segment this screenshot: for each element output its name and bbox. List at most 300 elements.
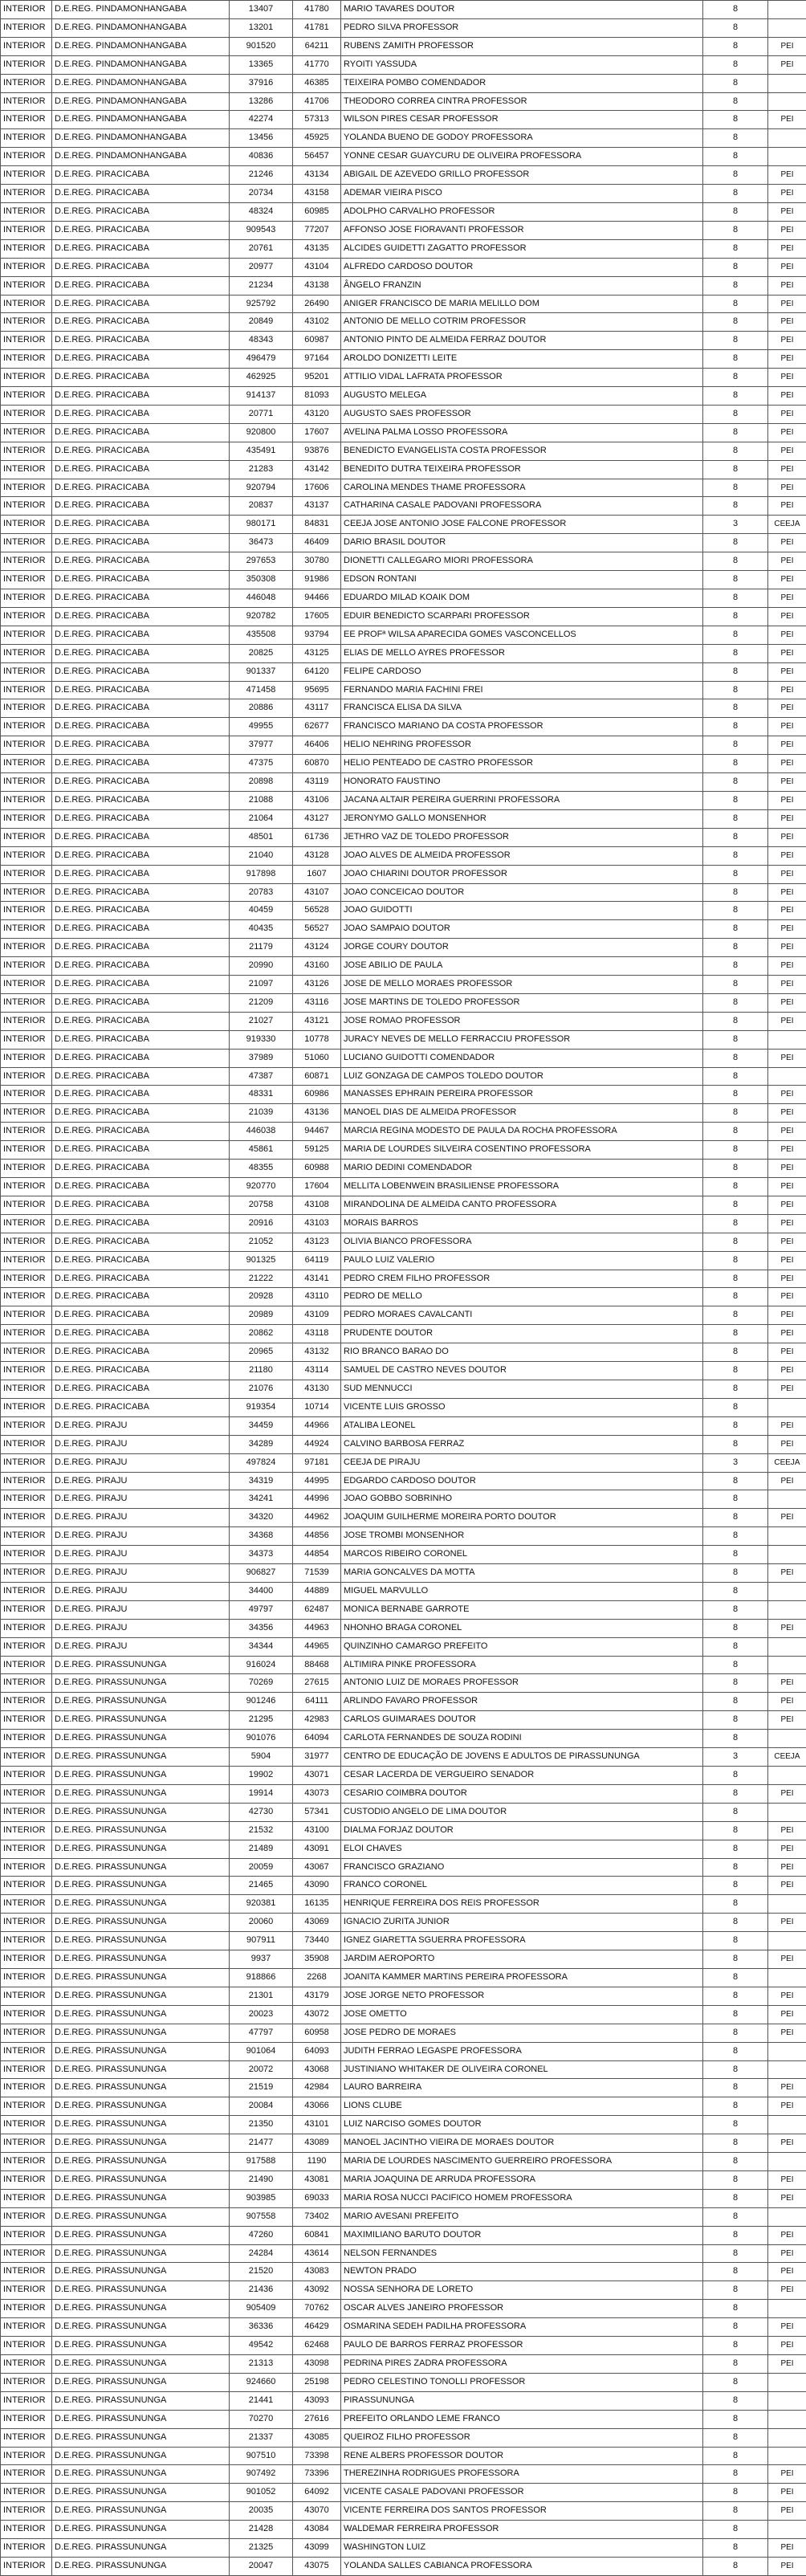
count-cell: 8 xyxy=(703,1435,768,1453)
code2-cell: 60958 xyxy=(293,2024,341,2042)
region-cell: INTERIOR xyxy=(1,1767,52,1785)
code-cell: 21520 xyxy=(230,2263,293,2281)
school-name-cell: AFFONSO JOSE FIORAVANTI PROFESSOR xyxy=(341,221,703,239)
region-cell: INTERIOR xyxy=(1,883,52,902)
code-cell: 21441 xyxy=(230,2391,293,2410)
code-cell: 5904 xyxy=(230,1748,293,1767)
program-cell: PEI xyxy=(768,2189,806,2207)
program-cell xyxy=(768,2428,806,2447)
directorate-cell: D.E.REG. PIRACICABA xyxy=(52,1214,230,1233)
program-cell: PEI xyxy=(768,1343,806,1362)
count-cell: 8 xyxy=(703,1619,768,1637)
code2-cell: 91986 xyxy=(293,571,341,589)
program-cell xyxy=(768,2410,806,2428)
region-cell: INTERIOR xyxy=(1,2355,52,2374)
code-cell: 20825 xyxy=(230,644,293,662)
region-cell: INTERIOR xyxy=(1,552,52,571)
table-row xyxy=(1,1564,806,1583)
code-cell: 48501 xyxy=(230,828,293,846)
count-cell: 8 xyxy=(703,2373,768,2391)
program-cell: PEI xyxy=(768,460,806,479)
region-cell: INTERIOR xyxy=(1,2170,52,2189)
program-cell: PEI xyxy=(768,571,806,589)
code-cell: 34320 xyxy=(230,1509,293,1527)
directorate-cell: D.E.REG. PIRACICABA xyxy=(52,828,230,846)
table-row xyxy=(1,1141,806,1160)
program-cell: PEI xyxy=(768,1509,806,1527)
region-cell: INTERIOR xyxy=(1,1343,52,1362)
code-cell: 21295 xyxy=(230,1711,293,1730)
code2-cell: 60985 xyxy=(293,202,341,221)
code-cell: 924660 xyxy=(230,2373,293,2391)
program-cell: PEI xyxy=(768,920,806,939)
code-cell: 916024 xyxy=(230,1656,293,1674)
code-cell: 20060 xyxy=(230,1914,293,1932)
region-cell: INTERIOR xyxy=(1,442,52,460)
directorate-cell: D.E.REG. PIRAJU xyxy=(52,1600,230,1619)
school-name-cell: ANTONIO DE MELLO COTRIM PROFESSOR xyxy=(341,313,703,332)
code2-cell: 44889 xyxy=(293,1582,341,1600)
table-row xyxy=(1,662,806,681)
code-cell: 435491 xyxy=(230,442,293,460)
code2-cell: 73440 xyxy=(293,1932,341,1950)
region-cell: INTERIOR xyxy=(1,1104,52,1123)
directorate-cell: D.E.REG. PIRAJU xyxy=(52,1564,230,1583)
code2-cell: 43083 xyxy=(293,2263,341,2281)
code-cell: 21040 xyxy=(230,846,293,865)
region-cell: INTERIOR xyxy=(1,2337,52,2355)
count-cell: 8 xyxy=(703,185,768,203)
school-name-cell: JORGE COURY DOUTOR xyxy=(341,939,703,957)
directorate-cell: D.E.REG. PIRASSUNUNGA xyxy=(52,2391,230,2410)
code2-cell: 43160 xyxy=(293,957,341,976)
program-cell: PEI xyxy=(768,1178,806,1196)
code2-cell: 43092 xyxy=(293,2281,341,2300)
program-cell: PEI xyxy=(768,1840,806,1858)
code-cell: 34400 xyxy=(230,1582,293,1600)
code2-cell: 43136 xyxy=(293,1104,341,1123)
code2-cell: 46385 xyxy=(293,74,341,92)
count-cell: 8 xyxy=(703,755,768,773)
program-cell: PEI xyxy=(768,865,806,883)
code-cell: 21532 xyxy=(230,1821,293,1840)
count-cell: 8 xyxy=(703,166,768,185)
region-cell: INTERIOR xyxy=(1,791,52,809)
directorate-cell: D.E.REG. PIRASSUNUNGA xyxy=(52,2410,230,2428)
school-name-cell: CUSTODIO ANGELO DE LIMA DOUTOR xyxy=(341,1803,703,1821)
count-cell: 8 xyxy=(703,1214,768,1233)
table-row xyxy=(1,1123,806,1141)
region-cell: INTERIOR xyxy=(1,387,52,406)
count-cell: 8 xyxy=(703,1914,768,1932)
school-name-cell: EDUIR BENEDICTO SCARPARI PROFESSOR xyxy=(341,607,703,626)
program-cell: PEI xyxy=(768,755,806,773)
directorate-cell: D.E.REG. PIRACICABA xyxy=(52,1067,230,1086)
directorate-cell: D.E.REG. PIRACICABA xyxy=(52,1196,230,1214)
code-cell: 920800 xyxy=(230,423,293,442)
count-cell: 8 xyxy=(703,2153,768,2171)
code-cell: 21039 xyxy=(230,1104,293,1123)
code-cell: 13407 xyxy=(230,1,293,19)
school-name-cell: ÂNGELO FRANZIN xyxy=(341,276,703,295)
school-name-cell: EDGARDO CARDOSO DOUTOR xyxy=(341,1472,703,1490)
region-cell: INTERIOR xyxy=(1,2373,52,2391)
region-cell: INTERIOR xyxy=(1,55,52,74)
code-cell: 21209 xyxy=(230,993,293,1012)
directorate-cell: D.E.REG. PIRACICABA xyxy=(52,387,230,406)
program-cell: PEI xyxy=(768,534,806,552)
school-name-cell: JUSTINIANO WHITAKER DE OLIVEIRA CORONEL xyxy=(341,2060,703,2079)
region-cell: INTERIOR xyxy=(1,2134,52,2153)
program-cell xyxy=(768,1527,806,1546)
school-name-cell: MARCOS RIBEIRO CORONEL xyxy=(341,1546,703,1564)
code-cell: 901325 xyxy=(230,1251,293,1270)
program-cell: PEI xyxy=(768,2502,806,2521)
program-cell xyxy=(768,1730,806,1748)
code2-cell: 64211 xyxy=(293,37,341,55)
code2-cell: 44995 xyxy=(293,1472,341,1490)
directorate-cell: D.E.REG. PIRACICABA xyxy=(52,1141,230,1160)
count-cell: 8 xyxy=(703,2557,768,2575)
count-cell: 8 xyxy=(703,460,768,479)
code-cell: 907911 xyxy=(230,1932,293,1950)
program-cell: PEI xyxy=(768,276,806,295)
count-cell: 8 xyxy=(703,1730,768,1748)
count-cell: 8 xyxy=(703,1049,768,1067)
school-name-cell: WILSON PIRES CESAR PROFESSOR xyxy=(341,111,703,129)
program-cell: PEI xyxy=(768,1362,806,1380)
region-cell: INTERIOR xyxy=(1,2391,52,2410)
program-cell: PEI xyxy=(768,828,806,846)
table-row xyxy=(1,2024,806,2042)
program-cell: PEI xyxy=(768,479,806,497)
table-row xyxy=(1,111,806,129)
table-row xyxy=(1,1730,806,1748)
region-cell: INTERIOR xyxy=(1,1932,52,1950)
region-cell: INTERIOR xyxy=(1,2447,52,2465)
program-cell xyxy=(768,1490,806,1509)
program-cell: PEI xyxy=(768,773,806,792)
count-cell: 8 xyxy=(703,111,768,129)
directorate-cell: D.E.REG. PIRACICABA xyxy=(52,516,230,534)
school-name-cell: MARIA DE LOURDES SILVEIRA COSENTINO PROFESSORA xyxy=(341,1141,703,1160)
region-cell: INTERIOR xyxy=(1,202,52,221)
code2-cell: 43137 xyxy=(293,497,341,516)
region-cell: INTERIOR xyxy=(1,1030,52,1049)
count-cell: 8 xyxy=(703,607,768,626)
table-row xyxy=(1,1325,806,1343)
code-cell: 920794 xyxy=(230,479,293,497)
directorate-cell: D.E.REG. PIRACICABA xyxy=(52,313,230,332)
directorate-cell: D.E.REG. PIRACICABA xyxy=(52,1325,230,1343)
school-name-cell: MARIO TAVARES DOUTOR xyxy=(341,1,703,19)
table-row xyxy=(1,2005,806,2024)
region-cell: INTERIOR xyxy=(1,2263,52,2281)
code2-cell: 97181 xyxy=(293,1453,341,1472)
code2-cell: 70762 xyxy=(293,2300,341,2318)
school-name-cell: THEODORO CORREA CINTRA PROFESSOR xyxy=(341,92,703,111)
directorate-cell: D.E.REG. PIRAJU xyxy=(52,1435,230,1453)
program-cell: PEI xyxy=(768,1564,806,1583)
code2-cell: 43120 xyxy=(293,405,341,423)
program-cell: PEI xyxy=(768,2079,806,2097)
directorate-cell: D.E.REG. PIRASSUNUNGA xyxy=(52,2557,230,2575)
table-row xyxy=(1,2263,806,2281)
code-cell: 21180 xyxy=(230,1362,293,1380)
code2-cell: 43110 xyxy=(293,1288,341,1306)
school-name-cell: FELIPE CARDOSO xyxy=(341,662,703,681)
program-cell xyxy=(768,1067,806,1086)
school-name-cell: IGNACIO ZURITA JUNIOR xyxy=(341,1914,703,1932)
code-cell: 901520 xyxy=(230,37,293,55)
table-row xyxy=(1,2484,806,2502)
region-cell: INTERIOR xyxy=(1,2428,52,2447)
region-cell: INTERIOR xyxy=(1,2226,52,2244)
region-cell: INTERIOR xyxy=(1,1288,52,1306)
table-row xyxy=(1,2502,806,2521)
count-cell: 8 xyxy=(703,2281,768,2300)
code2-cell: 43084 xyxy=(293,2521,341,2539)
school-name-cell: JOSE ABILIO DE PAULA xyxy=(341,957,703,976)
program-cell: PEI xyxy=(768,111,806,129)
code-cell: 21313 xyxy=(230,2355,293,2374)
school-name-cell: PEDRO CREM FILHO PROFESSOR xyxy=(341,1270,703,1288)
program-cell xyxy=(768,2060,806,2079)
count-cell: 8 xyxy=(703,2097,768,2116)
code2-cell: 43116 xyxy=(293,993,341,1012)
school-name-cell: JARDIM AEROPORTO xyxy=(341,1950,703,1969)
table-row xyxy=(1,1748,806,1767)
region-cell: INTERIOR xyxy=(1,166,52,185)
directorate-cell: D.E.REG. PIRASSUNUNGA xyxy=(52,2447,230,2465)
code-cell: 34356 xyxy=(230,1619,293,1637)
code2-cell: 43089 xyxy=(293,2134,341,2153)
code-cell: 20886 xyxy=(230,699,293,718)
code-cell: 435508 xyxy=(230,626,293,644)
program-cell: PEI xyxy=(768,1270,806,1288)
directorate-cell: D.E.REG. PIRASSUNUNGA xyxy=(52,1932,230,1950)
code2-cell: 43068 xyxy=(293,2060,341,2079)
directorate-cell: D.E.REG. PIRACICABA xyxy=(52,1123,230,1141)
school-name-cell: SAMUEL DE CASTRO NEVES DOUTOR xyxy=(341,1362,703,1380)
school-name-cell: JOAO GOBBO SOBRINHO xyxy=(341,1490,703,1509)
table-row xyxy=(1,1803,806,1821)
program-cell: PEI xyxy=(768,37,806,55)
region-cell: INTERIOR xyxy=(1,1656,52,1674)
count-cell: 8 xyxy=(703,828,768,846)
count-cell: 8 xyxy=(703,1472,768,1490)
school-name-cell: HELIO PENTEADO DE CASTRO PROFESSOR xyxy=(341,755,703,773)
school-name-cell: FRANCISCO GRAZIANO xyxy=(341,1858,703,1877)
program-cell: PEI xyxy=(768,2281,806,2300)
region-cell: INTERIOR xyxy=(1,1509,52,1527)
directorate-cell: D.E.REG. PIRAJU xyxy=(52,1416,230,1435)
school-name-cell: SUD MENNUCCI xyxy=(341,1380,703,1398)
code2-cell: 43132 xyxy=(293,1343,341,1362)
count-cell: 8 xyxy=(703,1030,768,1049)
count-cell: 8 xyxy=(703,699,768,718)
directorate-cell: D.E.REG. PIRACICABA xyxy=(52,846,230,865)
program-cell: PEI xyxy=(768,1619,806,1637)
region-cell: INTERIOR xyxy=(1,1067,52,1086)
region-cell: INTERIOR xyxy=(1,1987,52,2005)
count-cell: 8 xyxy=(703,1067,768,1086)
code2-cell: 44924 xyxy=(293,1435,341,1453)
directorate-cell: D.E.REG. PIRASSUNUNGA xyxy=(52,2484,230,2502)
code2-cell: 43179 xyxy=(293,1987,341,2005)
code2-cell: 62487 xyxy=(293,1600,341,1619)
code2-cell: 43069 xyxy=(293,1914,341,1932)
program-cell xyxy=(768,2300,806,2318)
program-cell: PEI xyxy=(768,1821,806,1840)
code-cell: 48331 xyxy=(230,1086,293,1104)
count-cell: 8 xyxy=(703,1840,768,1858)
directorate-cell: D.E.REG. PIRAJU xyxy=(52,1490,230,1509)
code-cell: 462925 xyxy=(230,369,293,387)
region-cell: INTERIOR xyxy=(1,1160,52,1178)
region-cell: INTERIOR xyxy=(1,939,52,957)
code2-cell: 26490 xyxy=(293,295,341,313)
code2-cell: 56527 xyxy=(293,920,341,939)
directorate-cell: D.E.REG. PIRASSUNUNGA xyxy=(52,2300,230,2318)
table-row xyxy=(1,2153,806,2171)
region-cell: INTERIOR xyxy=(1,828,52,846)
school-name-cell: ALFREDO CARDOSO DOUTOR xyxy=(341,258,703,276)
code2-cell: 46409 xyxy=(293,534,341,552)
code-cell: 48355 xyxy=(230,1160,293,1178)
region-cell: INTERIOR xyxy=(1,865,52,883)
code-cell: 920770 xyxy=(230,1178,293,1196)
code-cell: 914137 xyxy=(230,387,293,406)
region-cell: INTERIOR xyxy=(1,1251,52,1270)
region-cell: INTERIOR xyxy=(1,1877,52,1895)
program-cell: PEI xyxy=(768,2484,806,2502)
school-name-cell: FRANCISCA ELISA DA SILVA xyxy=(341,699,703,718)
count-cell: 8 xyxy=(703,332,768,350)
table-row xyxy=(1,2244,806,2263)
code-cell: 34289 xyxy=(230,1435,293,1453)
table-row xyxy=(1,736,806,755)
code2-cell: 43109 xyxy=(293,1306,341,1325)
region-cell: INTERIOR xyxy=(1,1270,52,1288)
region-cell: INTERIOR xyxy=(1,74,52,92)
directorate-cell: D.E.REG. PIRACICABA xyxy=(52,957,230,976)
table-row xyxy=(1,1288,806,1306)
school-name-cell: JOSE OMETTO xyxy=(341,2005,703,2024)
directorate-cell: D.E.REG. PIRASSUNUNGA xyxy=(52,1693,230,1711)
school-name-cell: HELIO NEHRING PROFESSOR xyxy=(341,736,703,755)
code-cell: 920381 xyxy=(230,1895,293,1914)
code2-cell: 64111 xyxy=(293,1693,341,1711)
directorate-cell: D.E.REG. PIRASSUNUNGA xyxy=(52,2005,230,2024)
count-cell: 8 xyxy=(703,1380,768,1398)
region-cell: INTERIOR xyxy=(1,2116,52,2134)
directorate-cell: D.E.REG. PIRACICABA xyxy=(52,202,230,221)
code2-cell: 56457 xyxy=(293,148,341,166)
table-row xyxy=(1,1637,806,1656)
table-row xyxy=(1,2060,806,2079)
directorate-cell: D.E.REG. PIRACICABA xyxy=(52,1362,230,1380)
school-name-cell: BENEDICTO EVANGELISTA COSTA PROFESSOR xyxy=(341,442,703,460)
program-cell: PEI xyxy=(768,2024,806,2042)
program-cell: CEEJA xyxy=(768,516,806,534)
program-cell xyxy=(768,148,806,166)
table-row xyxy=(1,1600,806,1619)
directorate-cell: D.E.REG. PIRACICABA xyxy=(52,460,230,479)
code-cell: 36473 xyxy=(230,534,293,552)
count-cell: 8 xyxy=(703,1,768,19)
code-cell: 20928 xyxy=(230,1288,293,1306)
count-cell: 8 xyxy=(703,479,768,497)
school-name-cell: QUEIROZ FILHO PROFESSOR xyxy=(341,2428,703,2447)
school-name-cell: LUIZ NARCISO GOMES DOUTOR xyxy=(341,2116,703,2134)
code2-cell: 31977 xyxy=(293,1748,341,1767)
count-cell: 8 xyxy=(703,2539,768,2558)
count-cell: 8 xyxy=(703,442,768,460)
count-cell: 8 xyxy=(703,1877,768,1895)
directorate-cell: D.E.REG. PIRACICABA xyxy=(52,920,230,939)
table-row xyxy=(1,681,806,699)
program-cell: PEI xyxy=(768,902,806,920)
table-row xyxy=(1,1877,806,1895)
region-cell: INTERIOR xyxy=(1,1674,52,1693)
count-cell: 8 xyxy=(703,736,768,755)
code2-cell: 43104 xyxy=(293,258,341,276)
table-row xyxy=(1,1086,806,1104)
directorate-cell: D.E.REG. PIRACICABA xyxy=(52,883,230,902)
directorate-cell: D.E.REG. PINDAMONHANGABA xyxy=(52,1,230,19)
count-cell: 8 xyxy=(703,423,768,442)
code-cell: 905409 xyxy=(230,2300,293,2318)
count-cell: 8 xyxy=(703,626,768,644)
region-cell: INTERIOR xyxy=(1,2153,52,2171)
code2-cell: 94466 xyxy=(293,589,341,608)
count-cell: 8 xyxy=(703,148,768,166)
program-cell: PEI xyxy=(768,644,806,662)
table-row xyxy=(1,295,806,313)
program-cell: PEI xyxy=(768,846,806,865)
region-cell: INTERIOR xyxy=(1,1398,52,1416)
count-cell: 8 xyxy=(703,1656,768,1674)
school-name-cell: JOSE ROMAO PROFESSOR xyxy=(341,1012,703,1030)
school-name-cell: ALTIMIRA PINKE PROFESSORA xyxy=(341,1656,703,1674)
region-cell: INTERIOR xyxy=(1,111,52,129)
count-cell: 8 xyxy=(703,865,768,883)
code2-cell: 10778 xyxy=(293,1030,341,1049)
region-cell: INTERIOR xyxy=(1,1362,52,1380)
region-cell: INTERIOR xyxy=(1,18,52,37)
count-cell: 8 xyxy=(703,1270,768,1288)
school-name-cell: MARIA GONCALVES DA MOTTA xyxy=(341,1564,703,1583)
table-row xyxy=(1,1950,806,1969)
program-cell: PEI xyxy=(768,313,806,332)
code-cell: 70270 xyxy=(230,2410,293,2428)
table-row xyxy=(1,1012,806,1030)
count-cell: 8 xyxy=(703,221,768,239)
table-row xyxy=(1,626,806,644)
code2-cell: 57341 xyxy=(293,1803,341,1821)
code-cell: 48343 xyxy=(230,332,293,350)
directorate-cell: D.E.REG. PIRASSUNUNGA xyxy=(52,2428,230,2447)
program-cell: PEI xyxy=(768,166,806,185)
count-cell: 8 xyxy=(703,2263,768,2281)
code2-cell: 2268 xyxy=(293,1968,341,1987)
code-cell: 901052 xyxy=(230,2484,293,2502)
directorate-cell: D.E.REG. PIRACICABA xyxy=(52,1160,230,1178)
table-row xyxy=(1,1656,806,1674)
table-row xyxy=(1,552,806,571)
table-row xyxy=(1,2116,806,2134)
